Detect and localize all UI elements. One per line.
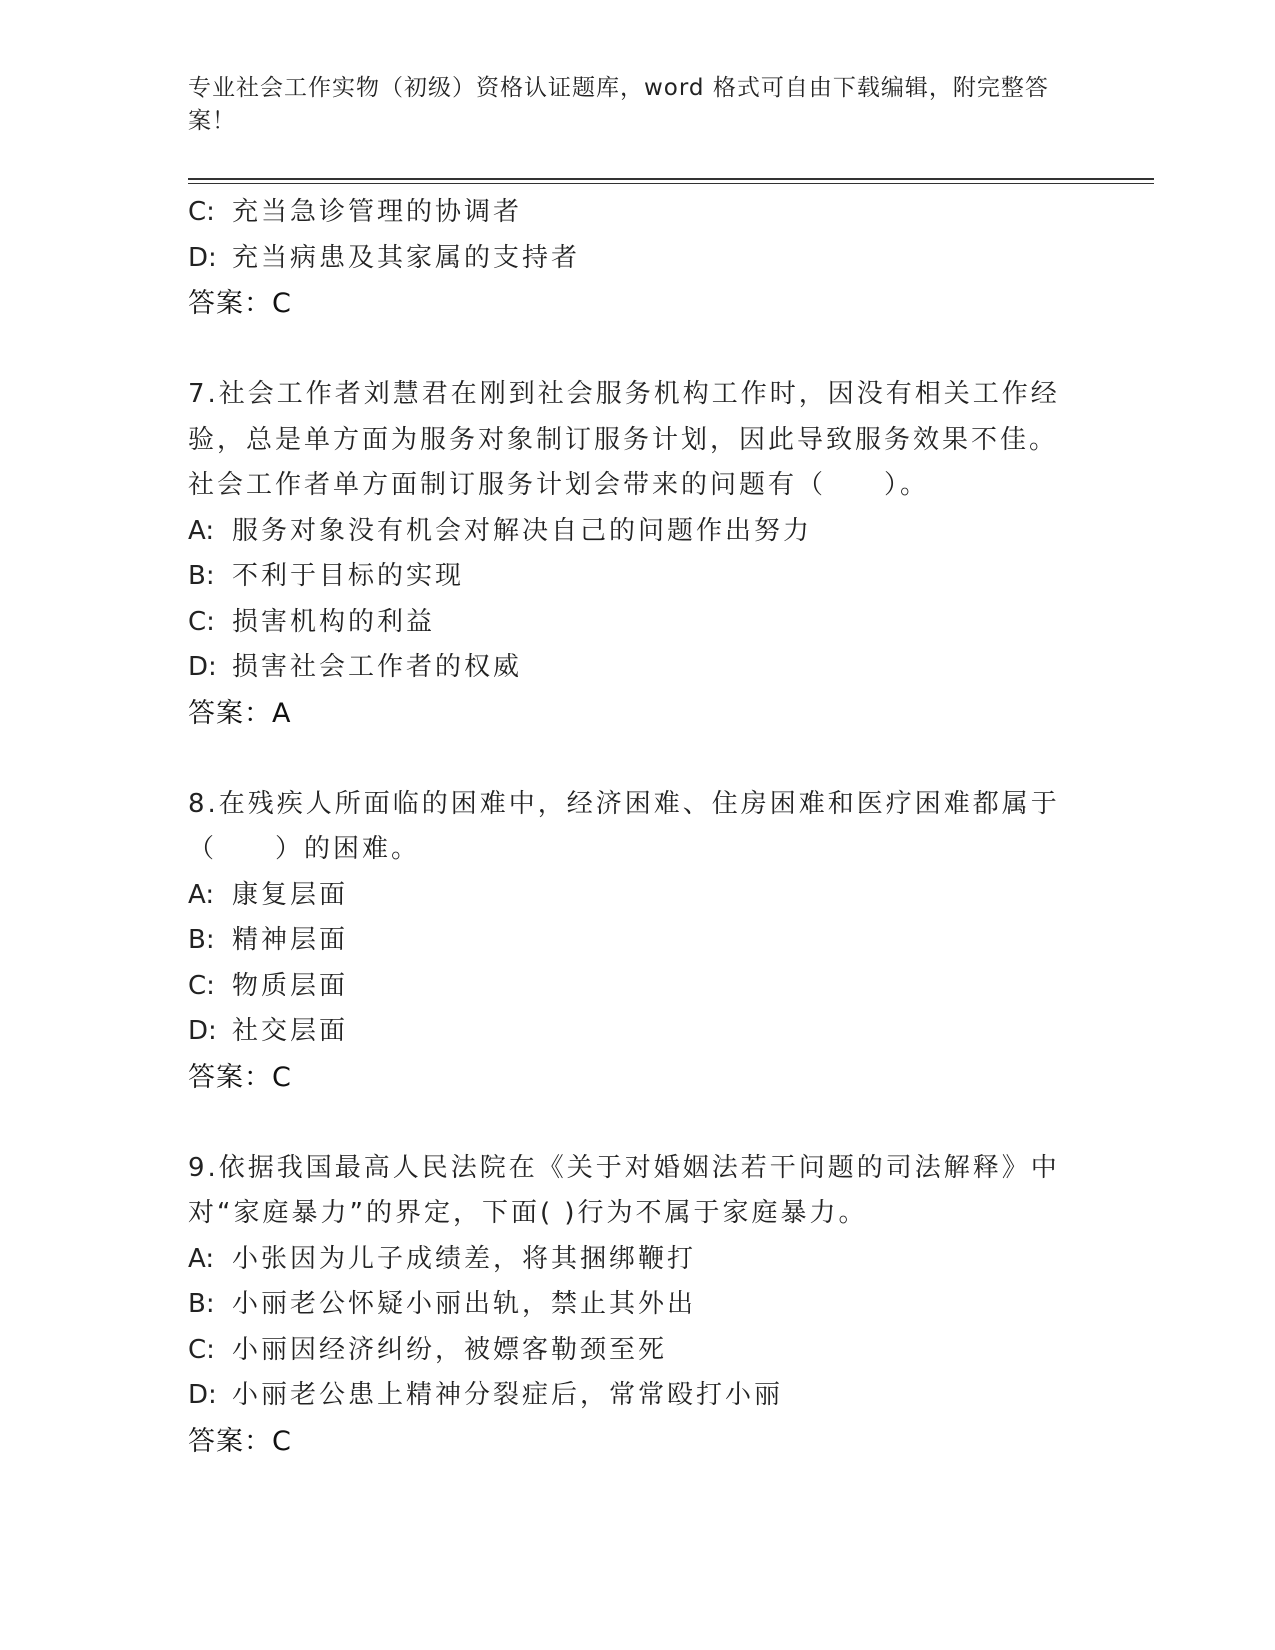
option-key: B: [188,1289,215,1319]
spacer [188,327,1088,373]
question-stem-line: 社会工作者单方面制订服务计划会带来的问题有（ ）。 [188,470,930,500]
option-item [188,1373,1088,1419]
option-item [188,509,1088,555]
answer-line: 答案：A [188,697,292,729]
option-text: 小张因为儿子成绩差，将其捆绑鞭打 [232,1243,697,1274]
option-text: 精神层面 [232,925,349,955]
option-key: A: [188,879,215,910]
answer-line: 答案：C [188,1061,292,1093]
question-stem-line: 9.依据我国最高人民法院在《关于对婚姻法若干问题的司法解释》中 [188,1152,1060,1183]
option-key: C: [188,1334,215,1365]
option-text: 康复层面 [232,879,349,910]
question-block [188,782,1088,1101]
spacer [188,1100,1088,1146]
option-text: 损害社会工作者的权威 [232,652,523,682]
option-text: 充当病患及其家属的支持者 [232,242,581,273]
option-item [188,1282,1088,1328]
option-text: 损害机构的利益 [232,606,436,637]
header-line: 案！ [188,108,236,134]
option-item [188,1237,1088,1283]
question-stem-line: 7.社会工作者刘慧君在刚到社会服务机构工作时，因没有相关工作经 [188,379,1060,409]
option-item [188,918,1088,964]
option-text: 小丽老公患上精神分裂症后，常常殴打小丽 [232,1380,784,1410]
question-stem-line: 验，总是单方面为服务对象制订服务计划，因此导致服务效果不佳。 [188,424,1059,455]
page-header [188,72,1068,138]
question-block [188,372,1088,736]
option-key: C: [188,197,215,227]
option-item [188,600,1088,646]
question-stem-line: 对“家庭暴力”的界定，下面( )行为不属于家庭暴力。 [188,1198,868,1228]
option-item [188,554,1088,600]
option-item [188,1009,1088,1055]
option-text: 服务对象没有机会对解决自己的问题作出努力 [232,515,813,546]
option-key: C: [188,606,215,637]
option-text: 物质层面 [232,970,349,1001]
option-key: D: [188,1016,217,1046]
question-stem-line: （ ）的困难。 [188,834,421,864]
option-key: A: [188,515,215,546]
option-key: D: [188,242,217,273]
option-key: D: [188,1380,217,1410]
option-text: 充当急诊管理的协调者 [232,197,523,227]
question-block [188,1146,1088,1465]
option-item [188,873,1088,919]
option-key: C: [188,970,215,1001]
header-line: 专业社会工作实物（初级）资格认证题库，word 格式可自由下载编辑，附完整答 [188,75,1049,101]
option-text: 小丽老公怀疑小丽出轨，禁止其外出 [232,1289,697,1319]
option-item [188,190,1088,236]
option-item [188,645,1088,691]
question-stem-line: 8.在残疾人所面临的困难中，经济困难、住房困难和医疗困难都属于 [188,788,1060,819]
answer-line: 答案：C [188,1425,292,1457]
option-item [188,236,1088,282]
option-key: B: [188,561,215,591]
option-key: D: [188,652,217,682]
option-item [188,1328,1088,1374]
question-list [188,190,1088,1464]
option-item [188,964,1088,1010]
header-divider [188,178,1154,184]
carryover-block [188,190,1088,327]
option-text: 社交层面 [232,1016,349,1046]
spacer [188,736,1088,782]
option-key: A: [188,1243,215,1274]
option-key: B: [188,925,215,955]
option-text: 小丽因经济纠纷，被嫖客勒颈至死 [232,1334,668,1365]
answer-line: 答案：C [188,288,292,319]
option-text: 不利于目标的实现 [232,561,465,591]
